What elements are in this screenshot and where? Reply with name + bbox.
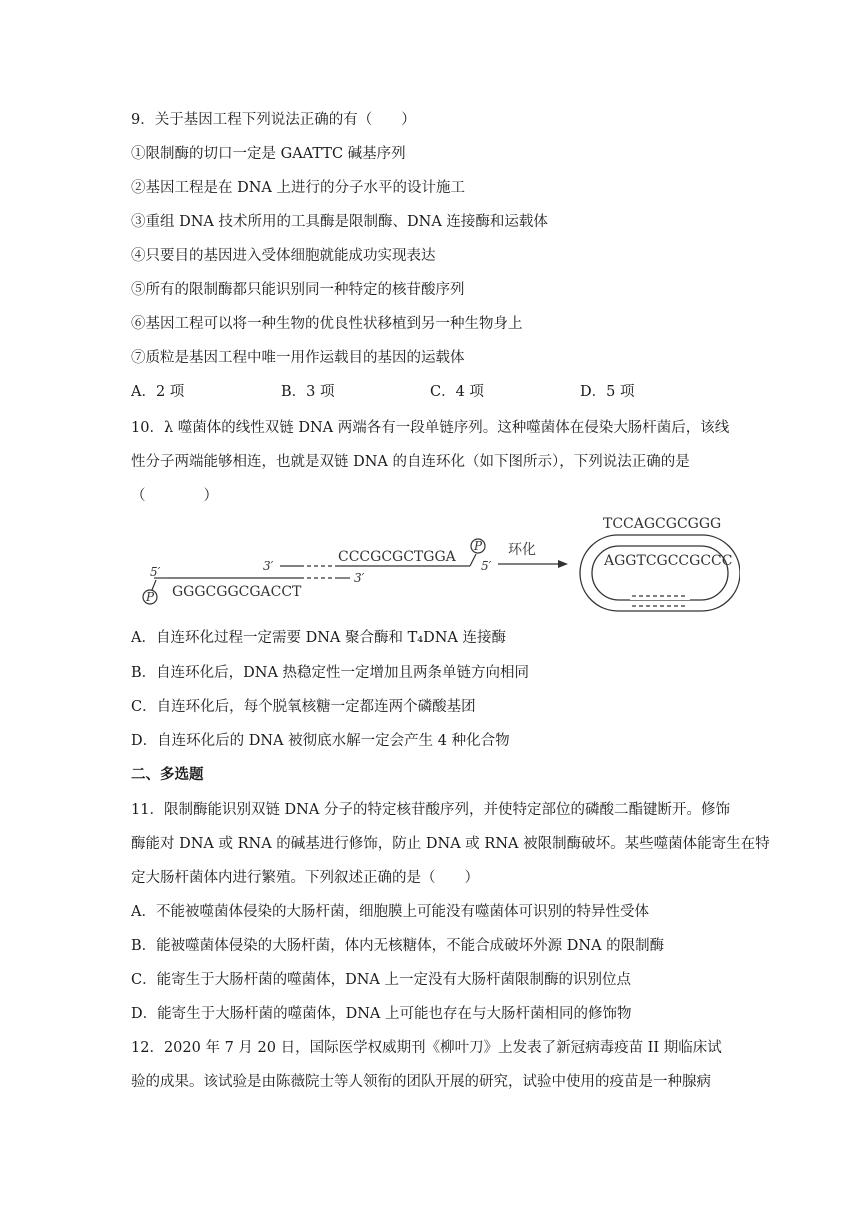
q11-option-c: C．能寄生于大肠杆菌的噬菌体，DNA 上一定没有大肠杆菌限制酶的识别位点: [131, 972, 631, 988]
ring-outer-sequence: TCCAGCGCGGG: [603, 516, 722, 532]
bottom-strand-3prime-label: 3′: [354, 571, 365, 585]
dna-circularization-diagram: [140, 510, 740, 620]
q9-item-6: ⑥基因工程可以将一种生物的优良性状移植到另一种生物身上: [131, 316, 523, 332]
top-strand-3prime-label: 3′: [263, 559, 274, 573]
phosphate-label-bottom: P: [146, 590, 155, 604]
q10-option-d: D．自连环化后的 DNA 被彻底水解一定会产生 4 种化合物: [131, 733, 510, 749]
q11-option-b: B．能被噬菌体侵染的大肠杆菌，体内无核糖体，不能合成破坏外源 DNA 的限制酶: [131, 938, 665, 954]
phosphate-label-top: P: [474, 539, 483, 553]
top-strand-sequence: CCCGCGCTGGA: [338, 549, 456, 565]
arrow-label: 环化: [508, 542, 536, 558]
dna-diagram-svg: [140, 510, 740, 620]
q9-option-a: A．2 项: [131, 384, 185, 400]
q10-option-c: C．自连环化后，每个脱氧核糖一定都连两个磷酸基团: [131, 699, 476, 715]
q12-stem-line-2: 验的成果。该试验是由陈薇院士等人领衔的团队开展的研究，试验中使用的疫苗是一种腺病: [131, 1074, 711, 1090]
section-title: 二、多选题: [131, 767, 204, 783]
q9-item-5: ⑤所有的限制酶都只能识别同一种特定的核苷酸序列: [131, 282, 465, 298]
q9-option-d: D．5 项: [580, 384, 635, 400]
arrow-head-icon: [558, 560, 568, 568]
q9-item-3: ③重组 DNA 技术所用的工具酶是限制酶、DNA 连接酶和运载体: [131, 214, 548, 230]
bottom-strand-sequence: GGGCGGCGACCT: [172, 584, 302, 600]
q9-item-7: ⑦质粒是基因工程中唯一用作运载目的基因的运载体: [131, 350, 465, 366]
q10-stem-line-3: （ ）: [131, 488, 218, 504]
phosphate-link-top: [470, 554, 476, 566]
q9-item-1: ①限制酶的切口一定是 GAATTC 碱基序列: [131, 146, 406, 162]
q10-option-b: B．自连环化后，DNA 热稳定性一定增加且两条单链方向相同: [131, 665, 530, 681]
q9-stem: 9．关于基因工程下列说法正确的有（ ）: [131, 112, 416, 128]
q10-stem-line-2: 性分子两端能够相连，也就是双链 DNA 的自连环化（如下图所示），下列说法正确的是: [131, 454, 690, 470]
q11-stem-line-1: 11．限制酶能识别双链 DNA 分子的特定核苷酸序列，并使特定部位的磷酸二酯键断开。修饰: [131, 802, 730, 818]
q11-stem-line-2: 酶能对 DNA 或 RNA 的碱基进行修饰，防止 DNA 或 RNA 被限制酶破坏。某些噬菌体能寄生在特: [131, 836, 770, 852]
phosphate-link-bottom: [152, 580, 156, 590]
q9-item-4: ④只要目的基因进入受体细胞就能成功实现表达: [131, 248, 436, 264]
ring-inner-sequence: AGGTCGCCGCCC: [604, 553, 733, 569]
q11-option-a: A．不能被噬菌体侵染的大肠杆菌，细胞膜上可能没有噬菌体可识别的特异性受体: [131, 904, 649, 920]
q12-stem-line-1: 12．2020 年 7 月 20 日，国际医学权威期刊《柳叶刀》上发表了新冠病毒疫苗 II 期临床试: [131, 1040, 722, 1056]
top-strand-5prime-label: 5′: [481, 559, 492, 573]
q10-stem-line-1: 10．λ 噬菌体的线性双链 DNA 两端各有一段单链序列。这种噬菌体在侵染大肠杆菌后，该线: [131, 420, 730, 436]
bottom-strand-5prime-label: 5′: [150, 565, 161, 579]
q9-option-b: B．3 项: [281, 384, 335, 400]
q9-option-c: C．4 项: [430, 384, 484, 400]
q10-option-a: A．自连环化过程一定需要 DNA 聚合酶和 T₄DNA 连接酶: [131, 630, 506, 646]
q9-item-2: ②基因工程是在 DNA 上进行的分子水平的设计施工: [131, 180, 466, 196]
q11-option-d: D．能寄生于大肠杆菌的噬菌体，DNA 上可能也存在与大肠杆菌相同的修饰物: [131, 1006, 632, 1022]
q11-stem-line-3: 定大肠杆菌体内进行繁殖。下列叙述正确的是（ ）: [131, 870, 479, 886]
